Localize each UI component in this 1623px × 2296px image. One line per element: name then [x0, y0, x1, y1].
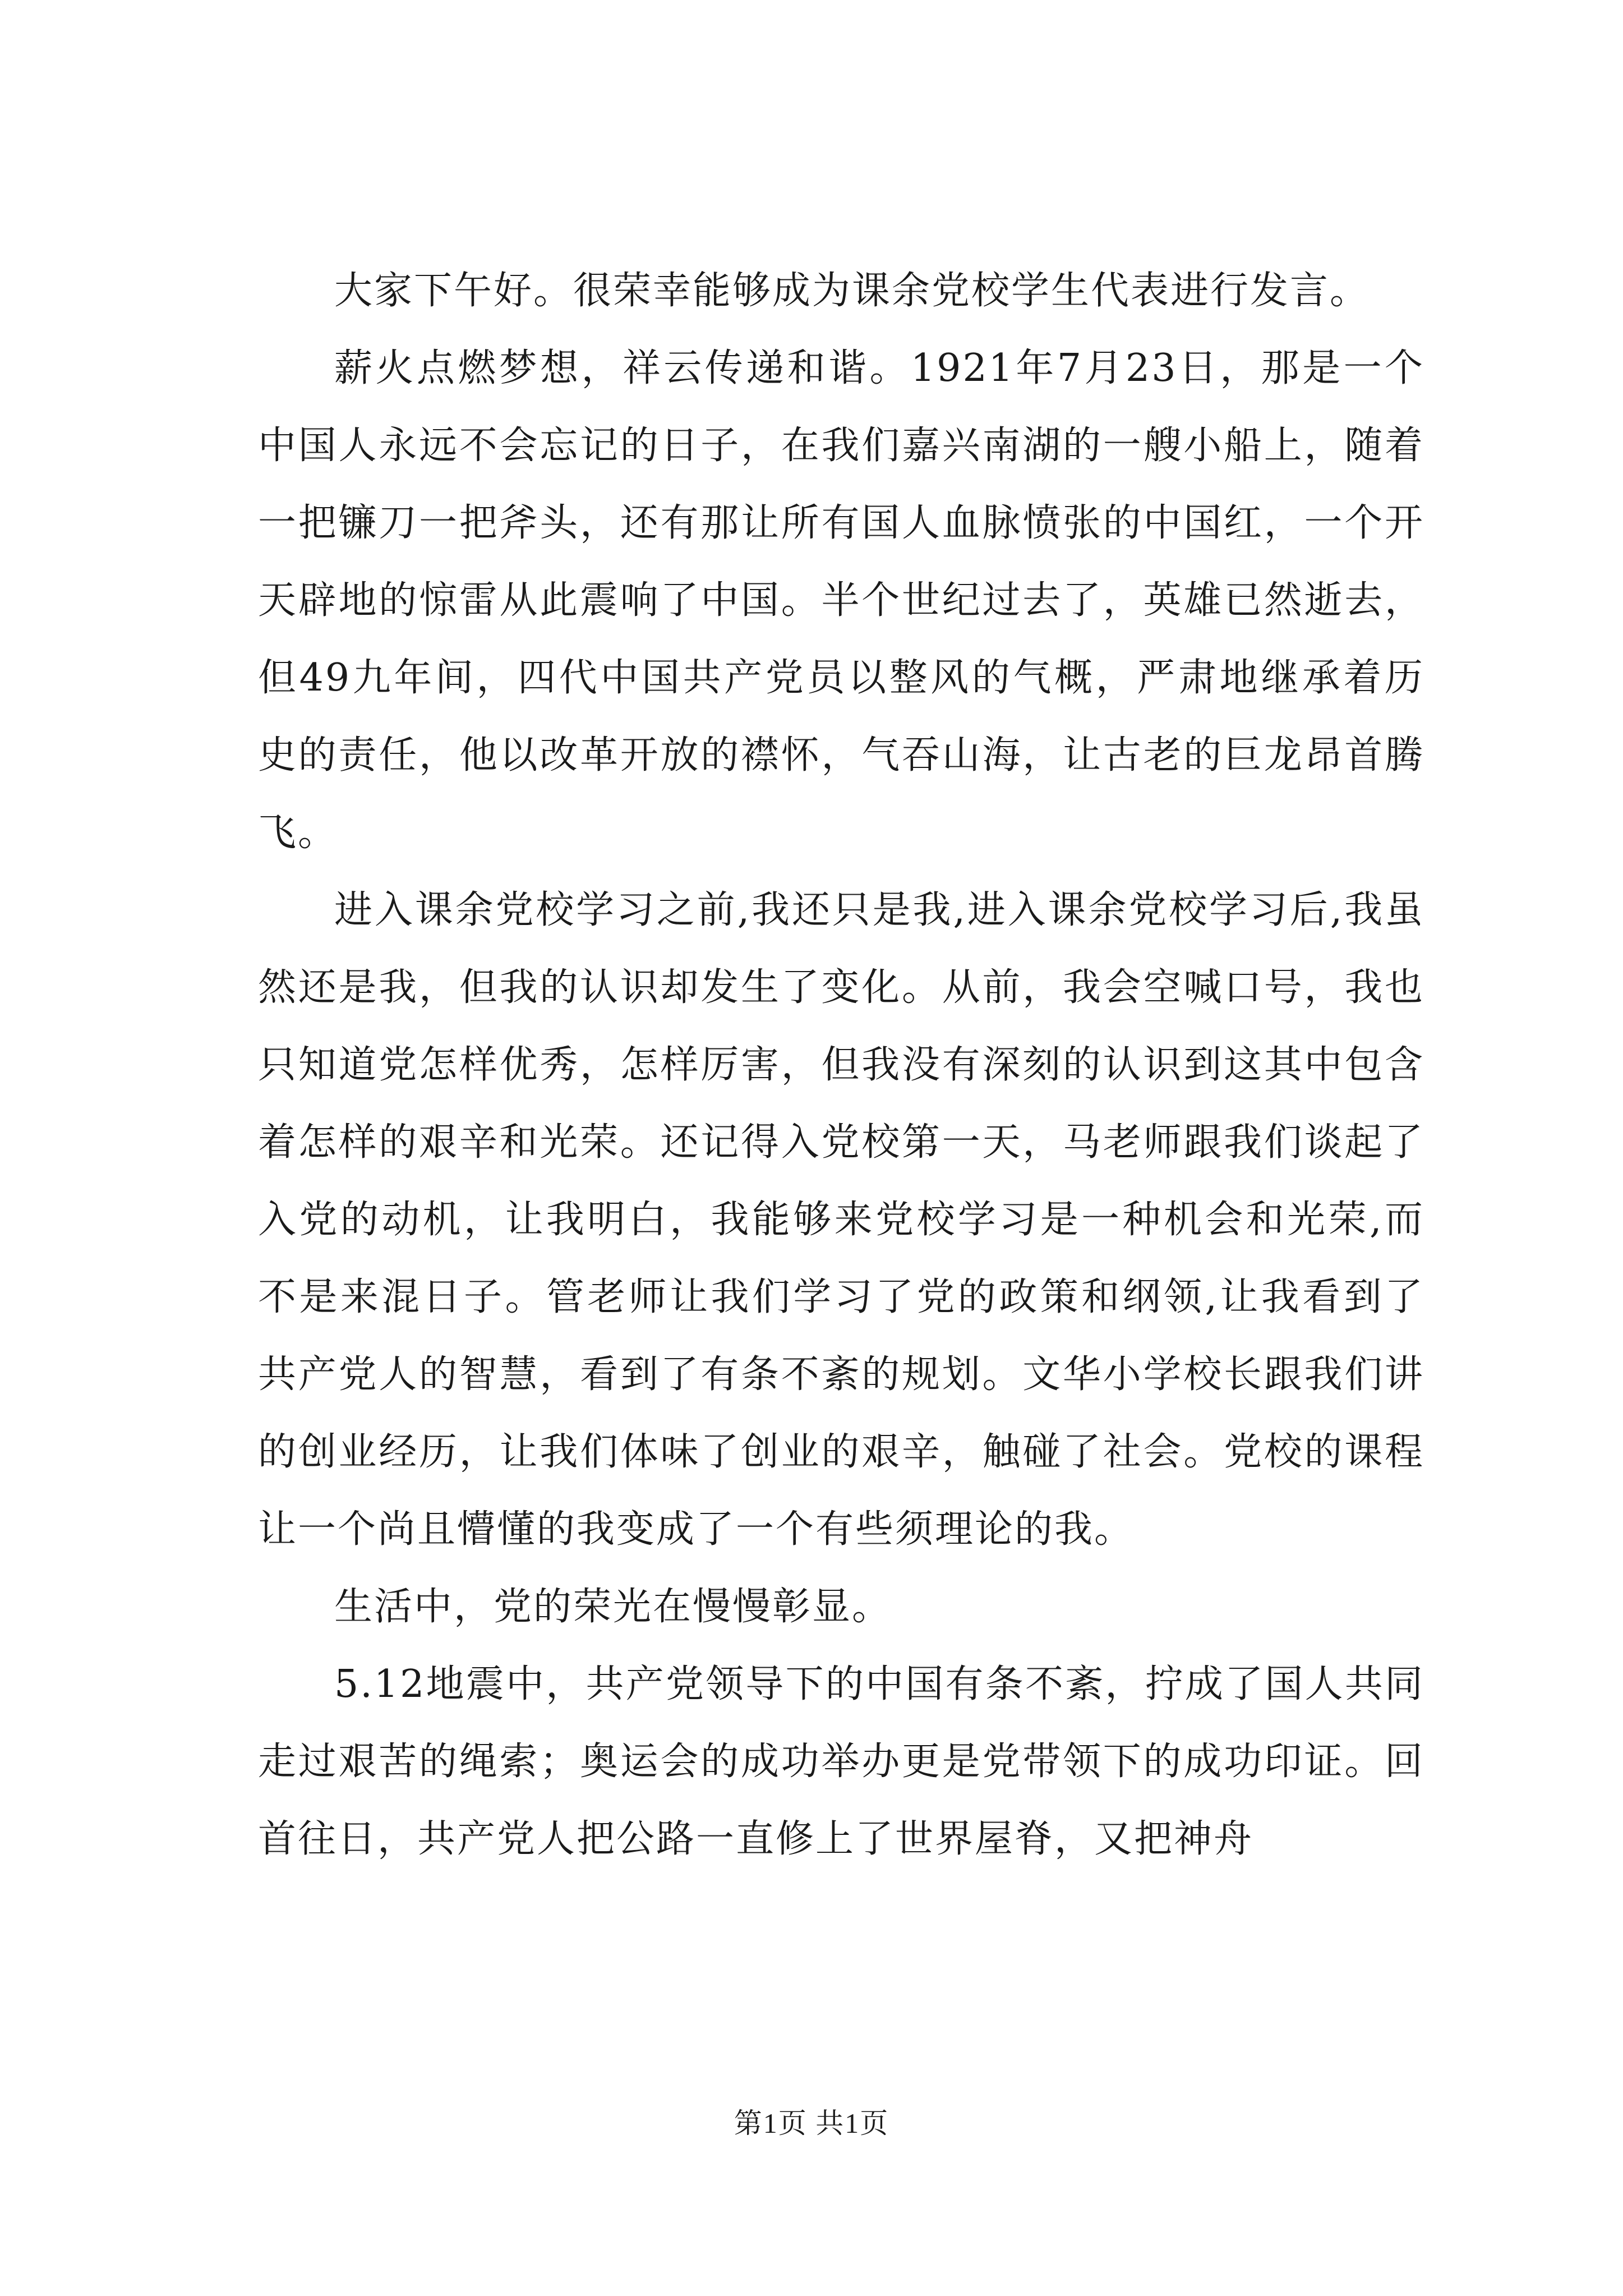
document-body [258, 252, 1424, 1878]
page-indicator: 第1页 共1页 [734, 2108, 889, 2139]
paragraph-earthquake: 5.12地震中，共产党领导下的中国有条不紊，拧成了国人共同走过艰苦的绳索；奥运会的成功举办更是党带领下的成功印证。回首往日，共产党人把公路一直修上了世界屋脊，又把神舟 [258, 1662, 1424, 1861]
paragraph-party-school: 进入课余党校学习之前,我还只是我,进入课余党校学习后,我虽然还是我，但我的认识却发生了变化。从前，我会空喊口号，我也只知道党怎样优秀，怎样厉害，但我没有深刻的认识到这其中包含着怎样的艰辛和光荣。还记得入党校第一天，马老师跟我们谈起了入党的动机，让我明白，我能够来党校学习是一种机会和光荣,而不是来混日子。管老师让我们学习了党的政策和纲领,让我看到了共产党人的智慧，看到了有条不紊的规划。文华小学校长跟我们讲的创业经历，让我们体味了创业的艰辛，触碰了社会。党校的课程让一个尚且懵懂的我变成了一个有些须理论的我。 [258, 888, 1424, 1552]
paragraph-life: 生活中，党的荣光在慢慢彰显。 [334, 1585, 892, 1629]
paragraph-greeting: 大家下午好。很荣幸能够成为课余党校学生代表进行发言。 [334, 269, 1370, 313]
page-footer [0, 2106, 1623, 2140]
paragraph-history: 薪火点燃梦想，祥云传递和谐。1921年7月23日，那是一个中国人永远不会忘记的日子，在我们嘉兴南湖的一艘小船上，随着一把镰刀一把斧头，还有那让所有国人血脉愤张的中国红，一个开天辟地的惊雷从此震响了中国。半个世纪过去了，英雄已然逝去，但49九年间，四代中国共产党员以整风的气概，严肃地继承着历史的责任，他以改革开放的襟怀，气吞山海，让古老的巨龙昂首腾飞。 [258, 346, 1424, 855]
